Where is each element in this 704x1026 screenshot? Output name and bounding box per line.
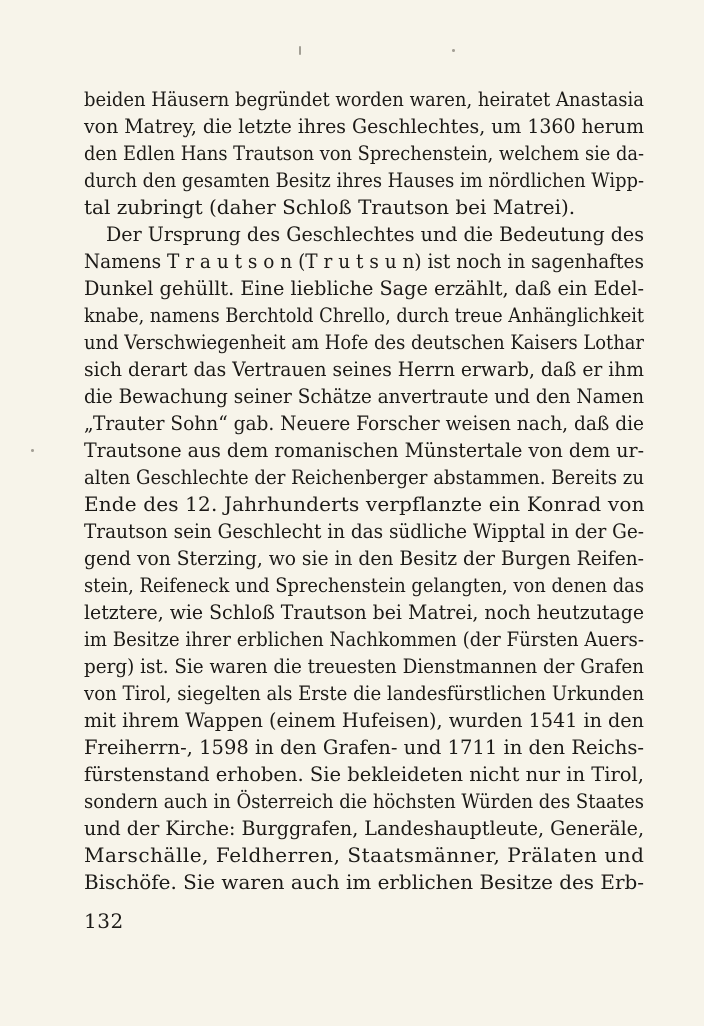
text-line: „Trauter Sohn“ gab. Neuere Forscher weisen nach, daß die bbox=[84, 411, 644, 435]
text-line: die Bewachung seiner Schätze anvertraute und den Namen bbox=[84, 384, 644, 408]
text-line: Dunkel gehüllt. Eine liebliche Sage erzählt, daß ein Edel- bbox=[84, 276, 644, 300]
text-line: mit ihrem Wappen (einem Hufeisen), wurden 1541 in den bbox=[84, 708, 644, 732]
text-line: knabe, namens Berchtold Chrello, durch treue Anhänglichkeit bbox=[84, 303, 644, 327]
text-line: von Tirol, siegelten als Erste die landesfürstlichen Urkunden bbox=[84, 681, 644, 705]
text-line: Der Ursprung des Geschlechtes und die Bedeutung des bbox=[106, 222, 644, 246]
text-line: Namens T r a u t s o n (T r u t s u n) ist noch in sagenhaftes bbox=[84, 249, 644, 273]
text-line: gend von Sterzing, wo sie in den Besitz der Burgen Reifen- bbox=[84, 546, 644, 570]
text-line: Bischöfe. Sie waren auch im erblichen Besitze des Erb- bbox=[84, 870, 644, 894]
text-line: sich derart das Vertrauen seines Herrn erwarb, daß er ihm bbox=[84, 357, 644, 381]
page-number: 132 bbox=[84, 909, 124, 933]
text-line: Ende des 12. Jahrhunderts verpflanzte ein Konrad von bbox=[84, 492, 645, 516]
text-line: alten Geschlechte der Reichenberger abstammen. Bereits zu bbox=[84, 465, 644, 489]
text-line: perg) ist. Sie waren die treuesten Dienstmannen der Grafen bbox=[84, 654, 644, 678]
text-line: durch den gesamten Besitz ihres Hauses im nördlichen Wipp- bbox=[84, 168, 644, 192]
text-line: tal zubringt (daher Schloß Trautson bei Matrei). bbox=[84, 195, 576, 219]
text-line: Freiherrn-, 1598 in den Grafen- und 1711 in den Reichs- bbox=[84, 735, 644, 759]
text-line: letztere, wie Schloß Trautson bei Matrei, noch heutzutage bbox=[84, 600, 644, 624]
text-line: und der Kirche: Burggrafen, Landeshauptleute, Generäle, bbox=[84, 816, 644, 840]
text-line: Trautson sein Geschlecht in das südliche Wipptal in der Ge- bbox=[84, 519, 644, 543]
text-line: den Edlen Hans Trautson von Sprechenstein, welchem sie da- bbox=[84, 141, 644, 165]
text-line: im Besitze ihrer erblichen Nachkommen (der Fürsten Auers- bbox=[84, 627, 644, 651]
text-line: und Verschwiegenheit am Hofe des deutschen Kaisers Lothar bbox=[84, 330, 644, 354]
text-line: sondern auch in Österreich die höchsten Würden des Staates bbox=[84, 789, 644, 813]
text-line: von Matrey, die letzte ihres Geschlechtes, um 1360 herum bbox=[84, 114, 644, 138]
text-line: Trautsone aus dem romanischen Münstertale von dem ur- bbox=[84, 438, 644, 462]
text-line: beiden Häusern begründet worden waren, heiratet Anastasia bbox=[84, 87, 644, 111]
text-line: Marschälle, Feldherren, Staatsmänner, Prälaten und bbox=[84, 843, 645, 867]
text-line: stein, Reifeneck und Sprechenstein gelangten, von denen das bbox=[84, 573, 644, 597]
text-line: fürstenstand erhoben. Sie bekleideten nicht nur in Tirol, bbox=[84, 762, 644, 786]
